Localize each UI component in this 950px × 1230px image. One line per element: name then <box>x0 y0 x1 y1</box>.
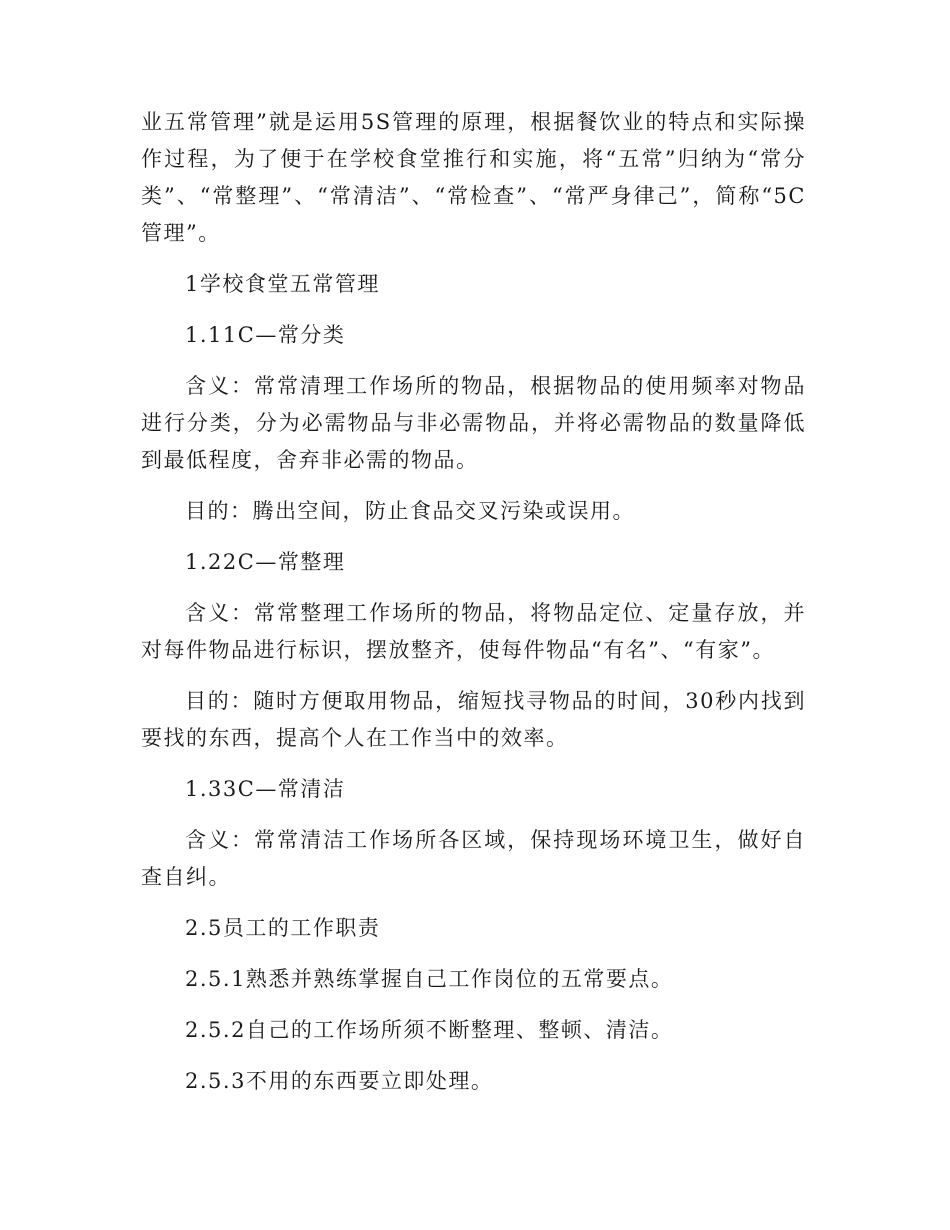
heading-2c-organize: 1.22C—常整理 <box>185 550 346 574</box>
document-body <box>141 104 806 1114</box>
paragraph-2c-purpose: 目的：随时方便取用物品，缩短找寻物品的时间，30秒内找到要找的东西，提高个人在工作当中的效率。 <box>141 689 806 750</box>
heading-1c-classify: 1.11C—常分类 <box>185 323 346 347</box>
heading-staff-duties: 2.5员工的工作职责 <box>185 916 381 940</box>
paragraph-5c-intro: 业五常管理”就是运用5S管理的原理，根据餐饮业的特点和实际操作过程，为了便于在学校食堂推行和实施，将“五常”归纳为“常分类”、“常整理”、“常清洁”、“常检查”、“常严身律己”，简称“5C管理”。 <box>141 110 806 245</box>
heading-3c-clean: 1.33C—常清洁 <box>185 777 346 801</box>
paragraph-3c-meaning: 含义：常常清洁工作场所各区域，保持现场环境卫生，做好自查自纠。 <box>141 828 806 889</box>
paragraph-2c-meaning: 含义：常常整理工作场所的物品，将物品定位、定量存放，并对每件物品进行标识，摆放整齐，使每件物品“有名”、“有家”。 <box>141 601 806 662</box>
heading-school-canteen-5c: 1学校食堂五常管理 <box>185 272 380 296</box>
list-item-duty-1: 2.5.1熟悉并熟练掌握自己工作岗位的五常要点。 <box>185 967 674 991</box>
list-item-duty-2: 2.5.2自己的工作场所须不断整理、整顿、清洁。 <box>185 1018 674 1042</box>
paragraph-1c-purpose: 目的：腾出空间，防止食品交叉污染或误用。 <box>185 499 635 523</box>
paragraph-1c-meaning: 含义：常常清理工作场所的物品，根据物品的使用频率对物品进行分类，分为必需物品与非必需物品，并将必需物品的数量降低到最低程度，舍弃非必需的物品。 <box>141 374 806 472</box>
list-item-duty-3: 2.5.3不用的东西要立即处理。 <box>185 1069 494 1093</box>
